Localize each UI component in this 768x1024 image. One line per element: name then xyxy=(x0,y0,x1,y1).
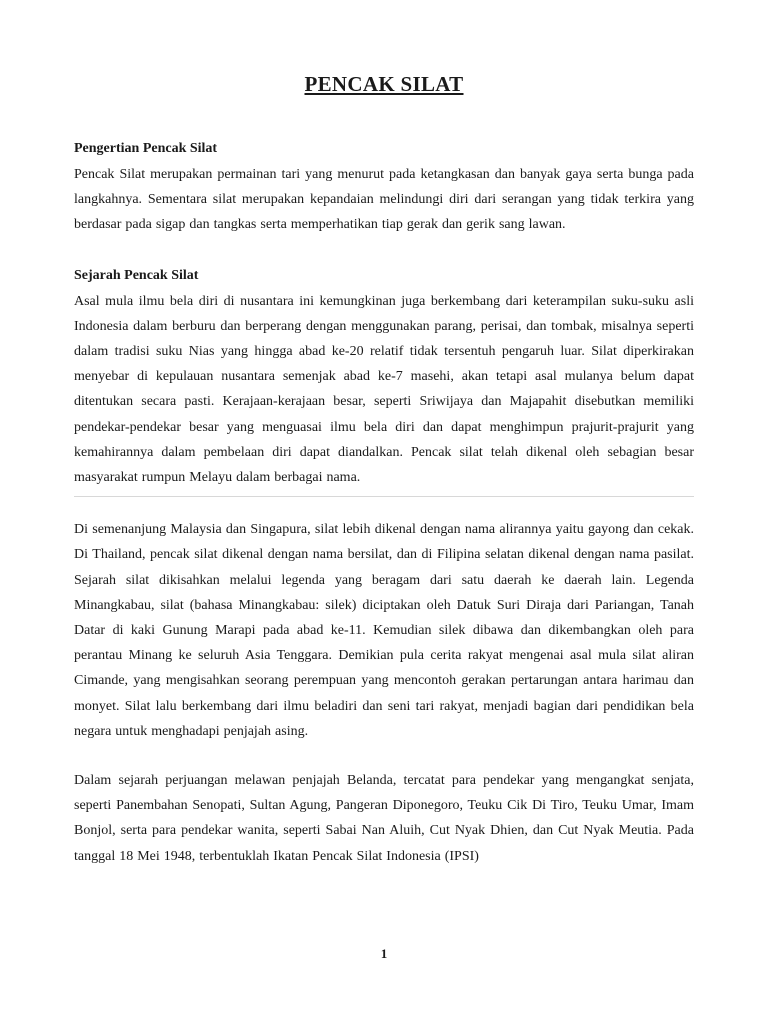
document-body xyxy=(74,136,694,869)
section-heading-pengertian: Pengertian Pencak Silat xyxy=(74,141,218,156)
section-paragraph-pengertian: Pencak Silat merupakan permainan tari yang menurut pada ketangkasan dan banyak gaya serta bunga pada langkahnya. Sementara silat merupakan kepandaian melindungi diri dari serangan yang tidak terkira yang berdasar pada sigap dan tangkas serta memperhatikan tiap gerak dan gerik sang lawan. xyxy=(74,167,694,233)
paragraph-semenanjung: Di semenanjung Malaysia dan Singapura, silat lebih dikenal dengan nama alirannya yaitu gayong dan cekak. Di Thailand, pencak silat dikenal dengan nama bersilat, dan di Filipina selatan dikenal dengan nama pasilat. Sejarah silat dikisahkan melalui legenda yang beragam dari satu daerah ke daerah lain. Legenda Minangkabau, silat (bahasa Minangkabau: silek) diciptakan oleh Datuk Suri Diraja dari Pariangan, Tanah Datar di kaki Gunung Marapi pada abad ke-11. Kemudian silek dibawa dan dikembangkan oleh para perantau Minang ke seluruh Asia Tenggara. Demikian pula cerita rakyat mengenai asal mula silat aliran Cimande, yang mengisahkan seorang perempuan yang mencontoh gerakan pertarungan antara harimau dan monyet. Silat lalu berkembang dari ilmu beladiri dan seni tari rakyat, menjadi bagian dari pendidikan bela negara untuk menghadapi penjajah asing. xyxy=(74,522,694,739)
section-heading-sejarah: Sejarah Pencak Silat xyxy=(74,267,199,283)
section-paragraph-sejarah: Asal mula ilmu bela diri di nusantara ini kemungkinan juga berkembang dari keterampilan suku-suku asli Indonesia dalam berburu dan berperang dengan menggunakan parang, perisai, dan tombak, misalnya seperti dalam tradisi suku Nias yang hingga abad ke-20 relatif tidak tersentuh pengaruh luar. Silat diperkirakan menyebar di kepulauan nusantara semenjak abad ke-7 masehi, akan tetapi asal mulanya belum dapat ditentukan secara pasti. Kerajaan-kerajaan besar, seperti Sriwijaya dan Majapahit disebutkan memiliki pendekar-pendekar besar yang menguasai ilmu bela diri dan dapat menghimpun prajurit-prajurit yang kemahirannya dalam pembelaan diri dapat diandalkan. Pencak silat telah dikenal oleh sebagian besar masyarakat rumpun Melayu dalam berbagai nama. xyxy=(74,293,694,486)
paragraph-perjuangan: Dalam sejarah perjuangan melawan penjajah Belanda, tercatat para pendekar yang mengangkat senjata, seperti Panembahan Senopati, Sultan Agung, Pangeran Diponegoro, Teuku Cik Di Tiro, Teuku Umar, Imam Bonjol, serta para pendekar wanita, seperti Sabai Nan Aluih, Cut Nyak Dhien, dan Cut Nyak Meutia. Pada tanggal 18 Mei 1948, terbentuklah Ikatan Pencak Silat Indonesia (IPSI) xyxy=(74,773,694,864)
section-divider xyxy=(74,496,694,497)
document-title: PENCAK SILAT xyxy=(304,72,464,96)
page-number: 1 xyxy=(380,946,388,961)
paragraph-gap xyxy=(74,744,694,768)
